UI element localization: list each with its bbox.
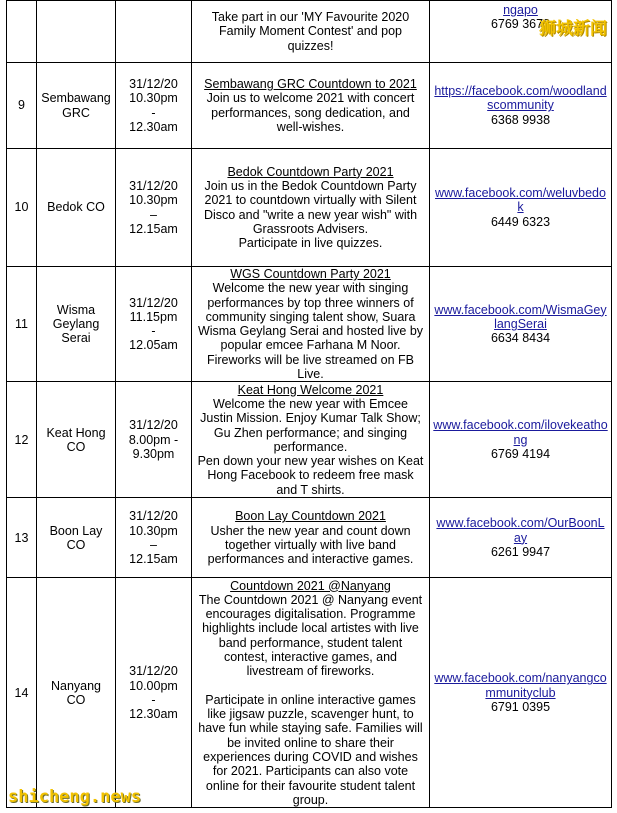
contact-cell xyxy=(430,382,612,498)
date-cell: 31/12/20 10.30pm - 12.30am xyxy=(116,63,192,149)
date-cell: 31/12/20 10.00pm - 12.30am xyxy=(116,578,192,808)
table-row xyxy=(7,149,612,267)
event-title: WGS Countdown Party 2021 xyxy=(230,267,391,281)
facebook-link[interactable]: ngapo xyxy=(503,3,538,17)
phone-number: 6634 8434 xyxy=(490,331,551,346)
phone-number: 6769 3672 xyxy=(490,17,551,32)
event-title: Bedok Countdown Party 2021 xyxy=(227,164,394,179)
venue-cell: Bedok CO xyxy=(37,149,116,267)
contact-cell xyxy=(430,498,612,578)
row-number: 9 xyxy=(7,63,37,149)
description-text: The Countdown 2021 @ Nanyang event encourages digitalisation. Programme highlights include local artistes with live band performance, student talent contest, interactive games, and livestream of fireworks. Participate in online interactive games like jigsaw puzzle, scavenger hunt, to have fun while staying safe. Families will be invited online to share their experiences during COVID and wishes for 2021. Participants can also vote online for their favourite student talent group. xyxy=(198,592,423,807)
watermark-logo-top: 狮城新闻 xyxy=(539,19,607,38)
description-text: Join us in the Bedok Countdown Party 2021 to countdown virtually with Silent Disco and "write a new year wish" with Grassroots Advisers. Participate in live quizzes. xyxy=(203,178,418,251)
contact-cell xyxy=(430,578,612,808)
contact-cell xyxy=(430,149,612,267)
row-number: 13 xyxy=(7,498,37,578)
date-cell: 31/12/20 11.15pm - 12.05am xyxy=(116,267,192,382)
row-number: 12 xyxy=(7,382,37,498)
description-text: Take part in our 'MY Favourite 2020 Family Moment Contest' and pop quizzes! xyxy=(211,10,410,53)
venue-cell: Sembawang GRC xyxy=(37,63,116,149)
description-cell xyxy=(192,382,430,498)
venue-cell xyxy=(37,1,116,63)
facebook-link[interactable]: www.facebook.com/WismaGeylangSerai xyxy=(434,302,607,332)
date-cell: 31/12/20 8.00pm - 9.30pm xyxy=(116,382,192,498)
venue-cell: Keat Hong CO xyxy=(37,382,116,498)
facebook-link[interactable]: www.facebook.com/ilovekeathong xyxy=(433,418,608,447)
row-number: 11 xyxy=(7,267,37,382)
description-text: Welcome the new year with singing performances by top three winners of community singing talent show, Suara Wisma Geylang Serai and hosted live by popular emcee Farhana M Noor. Fireworks will be live streamed on FB Live. xyxy=(197,281,424,382)
description-text: Join us to welcome 2021 with concert performances, song dedication, and well-wishes. xyxy=(206,91,415,134)
table-row xyxy=(7,498,612,578)
event-title: Keat Hong Welcome 2021 xyxy=(237,382,384,397)
table-row xyxy=(7,578,612,808)
description-cell xyxy=(192,578,430,808)
row-number: 14 xyxy=(7,578,37,808)
venue-cell: Boon Lay CO xyxy=(37,498,116,578)
phone-number: 6449 6323 xyxy=(490,214,551,229)
venue-cell: Wisma Geylang Serai xyxy=(37,267,116,382)
description-cell xyxy=(192,498,430,578)
date-cell: 31/12/20 10.30pm – 12.15am xyxy=(116,149,192,267)
description-text: Usher the new year and count down together virtually with live band performances and interactive games. xyxy=(207,523,414,567)
phone-number: 6791 0395 xyxy=(490,700,551,715)
table-row xyxy=(7,63,612,149)
phone-number: 6769 4194 xyxy=(490,447,551,462)
facebook-link[interactable]: https://facebook.com/woodlandscommunity xyxy=(434,84,607,113)
date-cell: 31/12/20 10.30pm – 12.15am xyxy=(116,498,192,578)
facebook-link[interactable]: www.facebook.com/weluvbedok xyxy=(435,186,606,215)
event-title: Boon Lay Countdown 2021 xyxy=(235,509,386,524)
watermark-logo-bottom: shicheng.news xyxy=(8,787,142,807)
contact-cell xyxy=(430,1,612,63)
description-cell xyxy=(192,63,430,149)
event-title: Sembawang GRC Countdown to 2021 xyxy=(204,76,417,91)
phone-number: 6261 9947 xyxy=(490,545,551,560)
table-row xyxy=(7,382,612,498)
row-number xyxy=(7,1,37,63)
contact-cell xyxy=(430,267,612,382)
description-cell xyxy=(192,267,430,382)
venue-cell: Nanyang CO xyxy=(37,578,116,808)
contact-cell xyxy=(430,63,612,149)
description-cell xyxy=(192,149,430,267)
row-number: 10 xyxy=(7,149,37,267)
phone-number: 6368 9938 xyxy=(490,112,551,127)
table-row xyxy=(7,267,612,382)
table-row-partial xyxy=(7,1,612,63)
description-text: Welcome the new year with Emcee Justin Mission. Enjoy Kumar Talk Show; Gu Zhen performance; and singing performance. Pen down your new year wishes on Keat Hong Facebook to redeem free mask and T shirts. xyxy=(197,396,424,497)
events-table xyxy=(6,0,612,808)
facebook-link[interactable]: www.facebook.com/nanyangcommunityclub xyxy=(434,671,607,700)
event-title: Countdown 2021 @Nanyang xyxy=(230,578,391,593)
date-cell xyxy=(116,1,192,63)
facebook-link[interactable]: www.facebook.com/OurBoonLay xyxy=(436,516,605,545)
description-cell xyxy=(192,1,430,63)
